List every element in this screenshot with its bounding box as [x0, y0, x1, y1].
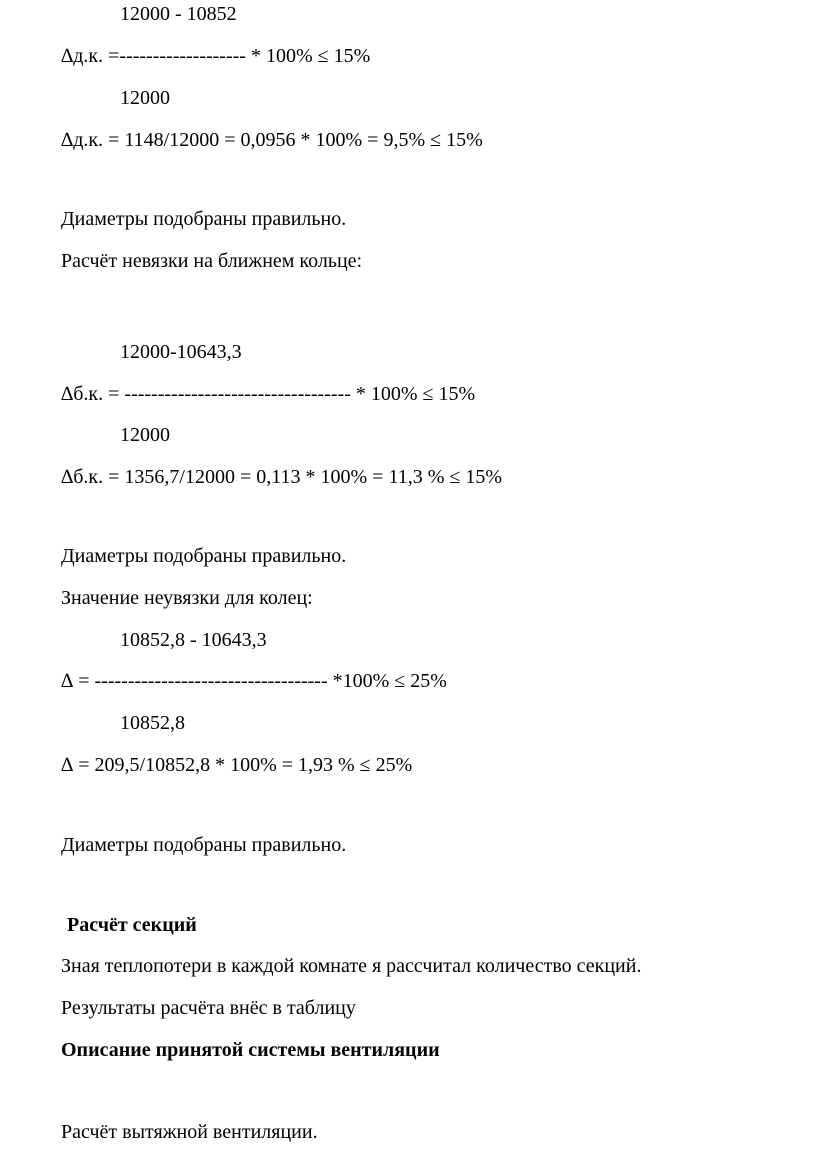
sections-text-2: Результаты расчёта внёс в таблицу	[61, 997, 356, 1019]
formula-2-numerator: 12000-10643,3	[120, 341, 242, 363]
formula-3-numerator: 10852,8 - 10643,3	[120, 629, 267, 651]
formula-2-denominator: 12000	[120, 424, 170, 446]
exhaust-title: Расчёт вытяжной вентиляции.	[61, 1121, 318, 1143]
section-calc-title: Расчёт секций	[67, 914, 197, 936]
conclusion-2: Диаметры подобраны правильно.	[61, 545, 347, 567]
formula-2-result: ∆б.к. = 1356,7/12000 = 0,113 * 100% = 11,3 % ≤ 15%	[61, 466, 502, 488]
formula-1-numerator: 12000 - 10852	[120, 3, 237, 25]
formula-1-denominator: 12000	[120, 87, 170, 109]
formula-3-result: ∆ = 209,5/10852,8 * 100% = 1,93 % ≤ 25%	[61, 754, 413, 776]
formula-1-result: ∆д.к. = 1148/12000 = 0,0956 * 100% = 9,5% ≤ 15%	[61, 129, 483, 151]
sections-text-1: Зная теплопотери в каждой комнате я рассчитал количество секций.	[61, 955, 642, 977]
near-ring-heading: Расчёт невязки на ближнем кольце:	[61, 250, 363, 272]
formula-3-denominator: 10852,8	[120, 712, 185, 734]
ventilation-title: Описание принятой системы вентиляции	[61, 1039, 440, 1061]
formula-2-expression: ∆б.к. = ---------------------------------- * 100% ≤ 15%	[61, 383, 476, 405]
conclusion-3: Диаметры подобраны правильно.	[61, 834, 347, 856]
rings-heading: Значение неувязки для колец:	[61, 587, 313, 609]
conclusion-1: Диаметры подобраны правильно.	[61, 208, 347, 230]
formula-1-expression: ∆д.к. =------------------- * 100% ≤ 15%	[61, 45, 371, 67]
formula-3-expression: ∆ = ----------------------------------- *100% ≤ 25%	[61, 670, 447, 692]
